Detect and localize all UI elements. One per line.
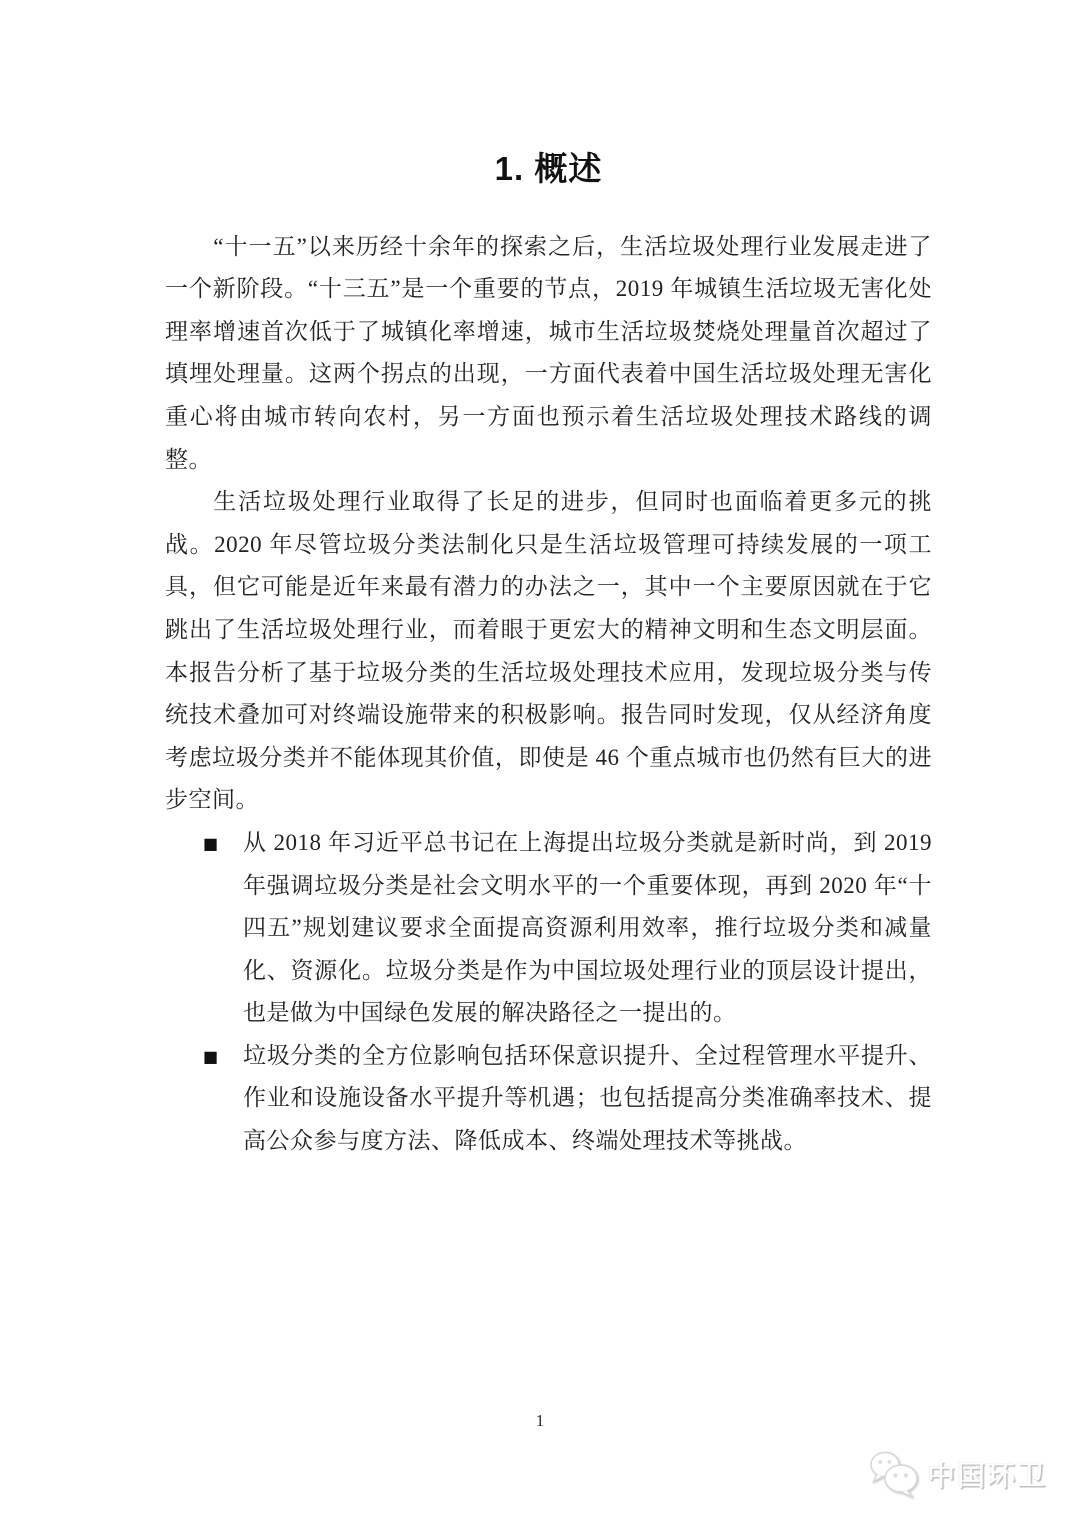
bullet-item-2	[203, 1035, 932, 1163]
paragraph-2: 生活垃圾处理行业取得了长足的进步，但同时也面临着更多元的挑战。2020 年尽管垃圾分类法制化只是生活垃圾管理可持续发展的一项工具，但它可能是近年来最有潜力的办法之一，其中一个主要原因就在于它跳出了生活垃圾处理行业，而着眼于更宏大的精神文明和生态文明层面。本报告分析了基于垃圾分类的生活垃圾处理技术应用，发现垃圾分类与传统技术叠加可对终端设施带来的积极影响。报告同时发现，仅从经济角度考虑垃圾分类并不能体现其价值，即使是 46 个重点城市也仍然有巨大的进步空间。	[165, 489, 932, 813]
watermark	[868, 1450, 1047, 1498]
bullet-square-icon: ■	[203, 1046, 219, 1066]
watermark-label: 中国环卫	[926, 1460, 1047, 1491]
bullet-square-icon: ■	[203, 833, 219, 853]
paragraph-1: “十一五”以来历经十余年的探索之后，生活垃圾处理行业发展走进了一个新阶段。“十三五”是一个重要的节点，2019 年城镇生活垃圾无害化处理率增速首次低于了城镇化率增速，城市生活垃圾焚烧处理量首次超过了填埋处理量。这两个拐点的出现，一方面代表着中国生活垃圾处理无害化重心将由城市转向农村，另一方面也预示着生活垃圾处理技术路线的调整。	[165, 233, 932, 472]
wechat-icon	[868, 1450, 920, 1498]
bullet-text-2: 垃圾分类的全方位影响包括环保意识提升、全过程管理水平提升、作业和设施设备水平提升等机遇；也包括提高分类准确率技术、提高公众参与度方法、降低成本、终端处理技术等挑战。	[243, 1042, 932, 1154]
section-title: 1. 概述	[494, 150, 603, 187]
bullet-item-1	[203, 822, 932, 1035]
page-number: 1	[535, 1411, 545, 1430]
bullet-text-1: 从 2018 年习近平总书记在上海提出垃圾分类就是新时尚，到 2019 年强调垃圾分类是社会文明水平的一个重要体现，再到 2020 年“十四五”规划建议要求全面提高资源利用效率，推行垃圾分类和减量化、资源化。垃圾分类是作为中国垃圾处理行业的顶层设计提出，也是做为中国绿色发展的解决路径之一提出的。	[243, 829, 932, 1026]
document-content	[165, 149, 932, 1163]
